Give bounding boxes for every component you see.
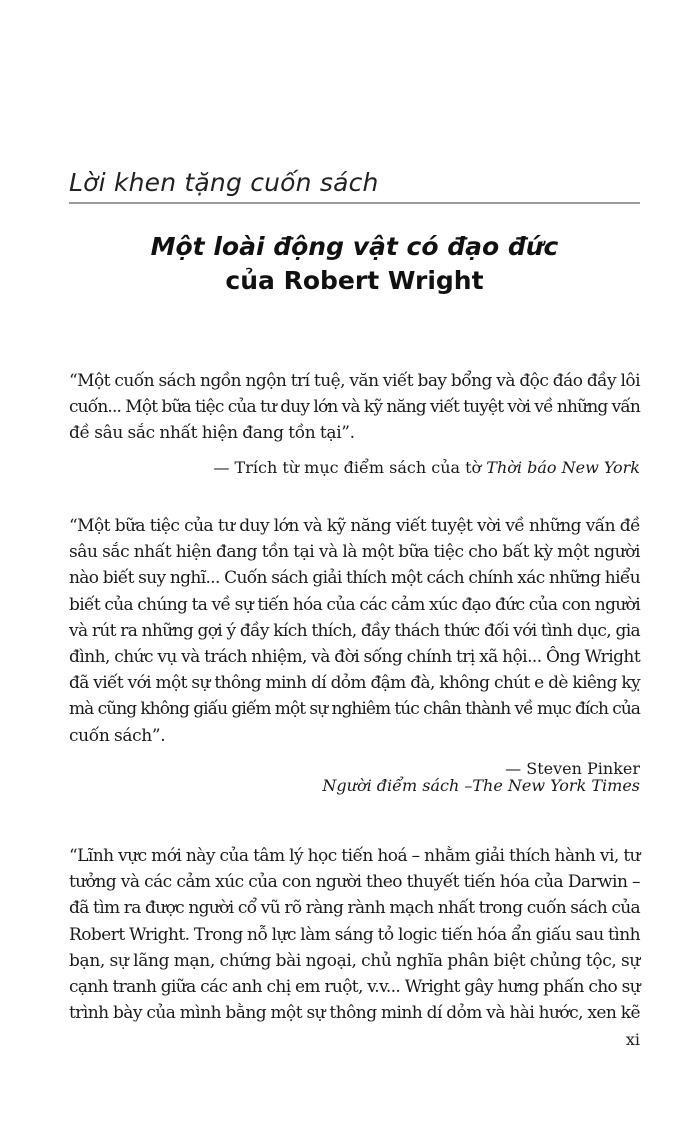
book-title xyxy=(69,230,640,298)
quote-1 xyxy=(69,368,640,447)
quote-2 xyxy=(69,513,640,749)
quote-2-attribution-name: — Steven Pinker xyxy=(505,759,640,778)
book-title-line-1: Một loài động vật có đạo đức xyxy=(150,232,559,261)
book-title-line-2: của Robert Wright xyxy=(225,266,484,295)
quote-2-line: sâu sắc nhất hiện đang tồn tại và là một bữa tiệc cho bất kỳ một người xyxy=(69,542,640,563)
section-heading: Lời khen tặng cuốn sách xyxy=(69,168,379,197)
quote-3-line: Robert Wright. Trong nỗ lực làm sáng tỏ logic tiến hóa ẩn giấu sau tình xyxy=(69,924,640,945)
quote-3-line: bạn, sự lãng mạn, chứng bài ngoại, chủ nghĩa phân biệt chủng tộc, sự xyxy=(69,950,640,971)
quote-3-line: “Lĩnh vực mới này của tâm lý học tiến hoá – nhằm giải thích hành vi, tư xyxy=(69,846,640,866)
quote-1-attribution-prefix: — Trích từ mục điểm sách của tờ xyxy=(213,458,487,477)
quote-2-line: đã viết với một sự thông minh dí dỏm đậm đà, không chút e dè kiêng kỵ xyxy=(69,673,640,694)
quote-2-line: và rút ra những gợi ý đầy kích thích, đầy thách thức đối với tình dục, gia xyxy=(69,620,640,641)
quote-1-line: đề sâu sắc nhất hiện đang tồn tại”. xyxy=(69,423,355,444)
heading-divider xyxy=(69,202,640,204)
quote-3-line: tưởng và các cảm xúc của con người theo thuyết tiến hóa của Darwin – xyxy=(69,872,640,893)
quote-2-attribution-role xyxy=(69,773,640,799)
quote-2-attribution-role-text: Người điểm sách –The New York Times xyxy=(322,776,640,795)
quote-2-line: cuốn sách”. xyxy=(69,725,166,746)
quote-1-line: cuốn... Một bữa tiệc của tư duy lớn và kỹ năng viết tuyệt vời về những vấn xyxy=(69,397,640,418)
quote-2-line: biết của chúng ta về sự tiến hóa của các cảm xúc đạo đức của con người xyxy=(69,594,640,615)
quote-3-line: cạnh tranh giữa các anh chị em ruột, v.v... Wright gây hưng phấn cho sự xyxy=(69,976,640,997)
quote-2-line: nào biết suy nghĩ... Cuốn sách giải thích một cách chính xác những hiểu xyxy=(69,568,640,589)
quote-1-attribution-source: Thời báo New York xyxy=(486,458,640,477)
quote-3-line: trình bày của mình bằng một sự thông minh dí dỏm và hài hước, xen kẽ xyxy=(69,1003,640,1024)
quote-3-line: đã tìm ra được người cổ vũ rõ ràng rành mạch nhất trong cuốn sách của xyxy=(69,898,640,919)
quote-1-line: “Một cuốn sách ngồn ngộn trí tuệ, văn viết bay bổng và độc đáo đầy lôi xyxy=(69,371,640,391)
page-number: xi xyxy=(625,1030,640,1049)
quote-2-line: “Một bữa tiệc của tư duy lớn và kỹ năng viết tuyệt vời về những vấn đề xyxy=(69,516,640,536)
quote-2-line: đình, chức vụ và trách nhiệm, và đời sống chính trị xã hội... Ông Wright xyxy=(69,646,641,667)
quote-3 xyxy=(69,843,640,1026)
quote-2-line: mà cũng không giấu giếm một sự nghiêm túc chân thành về mục đích của xyxy=(69,699,640,720)
quote-1-attribution xyxy=(69,455,640,481)
